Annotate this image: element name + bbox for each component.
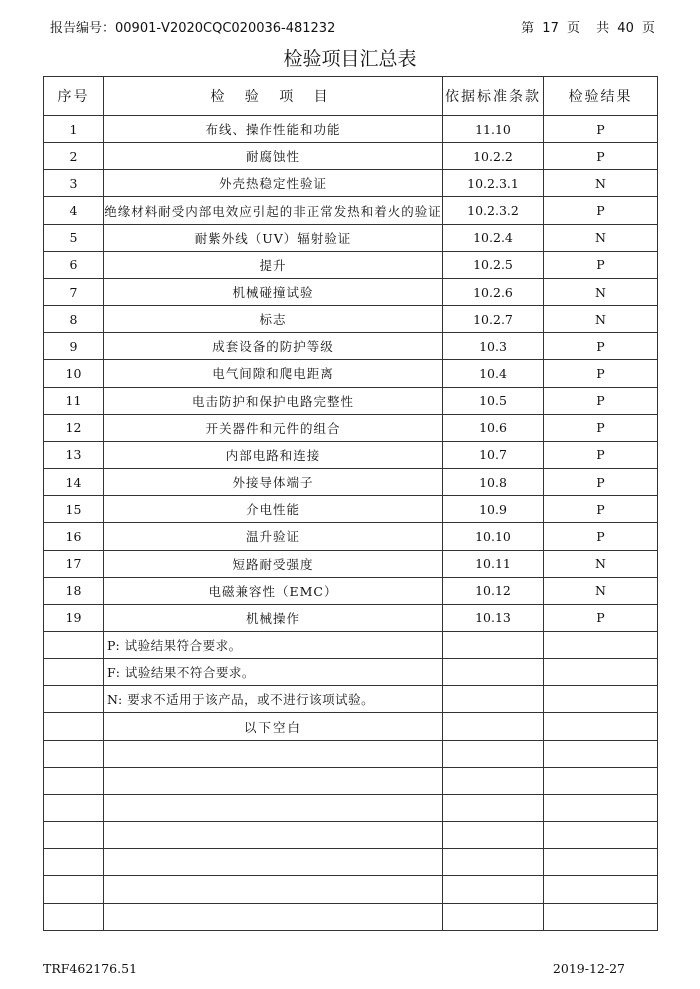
empty-cell: [443, 849, 544, 876]
row-item: 成套设备的防护等级: [104, 333, 443, 360]
row-item: 耐腐蚀性: [104, 143, 443, 170]
table-row: [44, 170, 658, 197]
row-number: 15: [44, 496, 104, 523]
row-clause: 10.9: [443, 496, 544, 523]
row-item: 布线、操作性能和功能: [104, 116, 443, 143]
page-indicator: [517, 17, 655, 36]
empty-cell: [44, 903, 104, 930]
empty-cell: [104, 794, 443, 821]
empty-cell: [443, 794, 544, 821]
empty-cell: [44, 659, 104, 686]
row-number: 11: [44, 387, 104, 414]
empty-row: [44, 903, 658, 930]
row-result: P: [544, 604, 658, 631]
empty-row: [44, 794, 658, 821]
empty-cell: [443, 659, 544, 686]
legend-note: N: 要求不适用于该产品，或不进行该项试验。: [104, 686, 443, 713]
empty-cell: [44, 631, 104, 658]
empty-cell: [443, 876, 544, 903]
empty-cell: [443, 740, 544, 767]
page-label: 页: [566, 21, 580, 36]
row-number: 6: [44, 251, 104, 278]
empty-cell: [104, 767, 443, 794]
row-result: P: [544, 360, 658, 387]
empty-cell: [44, 849, 104, 876]
empty-cell: [104, 876, 443, 903]
empty-cell: [104, 740, 443, 767]
row-clause: 10.2.6: [443, 278, 544, 305]
empty-cell: [544, 740, 658, 767]
row-result: P: [544, 469, 658, 496]
empty-cell: [443, 631, 544, 658]
empty-cell: [544, 686, 658, 713]
row-item: 电磁兼容性（EMC）: [104, 577, 443, 604]
row-clause: 10.6: [443, 414, 544, 441]
row-result: P: [544, 197, 658, 224]
row-result: P: [544, 414, 658, 441]
table-row: [44, 224, 658, 251]
page-prefix: 第: [521, 21, 535, 36]
row-clause: 10.11: [443, 550, 544, 577]
row-number: 16: [44, 523, 104, 550]
row-result: P: [544, 143, 658, 170]
row-number: 13: [44, 441, 104, 468]
empty-cell: [44, 876, 104, 903]
total-pages: 40: [617, 21, 634, 36]
row-clause: 10.4: [443, 360, 544, 387]
table-row: [44, 197, 658, 224]
row-result: P: [544, 116, 658, 143]
row-number: 10: [44, 360, 104, 387]
row-result: N: [544, 577, 658, 604]
row-number: 18: [44, 577, 104, 604]
row-number: 14: [44, 469, 104, 496]
row-item: 标志: [104, 306, 443, 333]
row-number: 9: [44, 333, 104, 360]
empty-cell: [44, 822, 104, 849]
table-row: [44, 523, 658, 550]
page-number: 17: [542, 21, 559, 36]
table-row: [44, 333, 658, 360]
row-item: 温升验证: [104, 523, 443, 550]
blank-marker-row: [44, 713, 658, 740]
row-result: P: [544, 523, 658, 550]
empty-row: [44, 876, 658, 903]
row-number: 5: [44, 224, 104, 251]
row-number: 7: [44, 278, 104, 305]
empty-cell: [44, 713, 104, 740]
row-item: 开关器件和元件的组合: [104, 414, 443, 441]
table-row: [44, 360, 658, 387]
row-item: 耐紫外线（UV）辐射验证: [104, 224, 443, 251]
empty-cell: [544, 903, 658, 930]
row-clause: 10.12: [443, 577, 544, 604]
row-number: 17: [44, 550, 104, 577]
row-result: P: [544, 251, 658, 278]
table-body: [44, 116, 658, 931]
empty-cell: [544, 713, 658, 740]
note-row: [44, 631, 658, 658]
empty-cell: [544, 631, 658, 658]
page-title: 检验项目汇总表: [283, 48, 417, 70]
row-item: 机械操作: [104, 604, 443, 631]
row-clause: 10.2.3.2: [443, 197, 544, 224]
row-item: 短路耐受强度: [104, 550, 443, 577]
row-result: N: [544, 170, 658, 197]
row-item: 电气间隙和爬电距离: [104, 360, 443, 387]
blank-marker: 以下空白: [104, 713, 443, 740]
row-number: 19: [44, 604, 104, 631]
empty-cell: [544, 659, 658, 686]
row-item: 电击防护和保护电路完整性: [104, 387, 443, 414]
empty-row: [44, 740, 658, 767]
table-row: [44, 414, 658, 441]
row-result: P: [544, 333, 658, 360]
empty-cell: [443, 903, 544, 930]
legend-note: P: 试验结果符合要求。: [104, 631, 443, 658]
table-row: [44, 278, 658, 305]
empty-cell: [44, 740, 104, 767]
table-row: [44, 116, 658, 143]
row-result: N: [544, 224, 658, 251]
empty-cell: [443, 686, 544, 713]
row-item: 外壳热稳定性验证: [104, 170, 443, 197]
table-row: [44, 387, 658, 414]
empty-cell: [544, 822, 658, 849]
empty-cell: [544, 849, 658, 876]
legend-note: F: 试验结果不符合要求。: [104, 659, 443, 686]
inspection-summary-table: [43, 76, 658, 931]
row-result: N: [544, 306, 658, 333]
table-header-row: [44, 77, 658, 116]
row-clause: 10.2.2: [443, 143, 544, 170]
row-item: 机械碰撞试验: [104, 278, 443, 305]
empty-cell: [104, 822, 443, 849]
row-number: 4: [44, 197, 104, 224]
table-row: [44, 469, 658, 496]
empty-cell: [544, 794, 658, 821]
note-row: [44, 659, 658, 686]
table-row: [44, 550, 658, 577]
row-clause: 10.2.4: [443, 224, 544, 251]
row-item: 外接导体端子: [104, 469, 443, 496]
footer-date: 2019-12-27: [552, 961, 625, 976]
row-clause: 10.10: [443, 523, 544, 550]
row-number: 3: [44, 170, 104, 197]
empty-cell: [544, 767, 658, 794]
empty-cell: [443, 822, 544, 849]
table-row: [44, 577, 658, 604]
row-item: 介电性能: [104, 496, 443, 523]
note-row: [44, 686, 658, 713]
empty-cell: [104, 903, 443, 930]
col-header-result: 检验结果: [544, 77, 658, 116]
row-clause: 10.8: [443, 469, 544, 496]
table-row: [44, 251, 658, 278]
col-header-item: 检 验 项 目: [104, 77, 443, 116]
report-number: 报告编号：00901-V2020CQC020036-481232: [50, 21, 336, 36]
row-clause: 10.2.5: [443, 251, 544, 278]
row-clause: 10.13: [443, 604, 544, 631]
row-item: 绝缘材料耐受内部电效应引起的非正常发热和着火的验证: [104, 197, 443, 224]
table-row: [44, 441, 658, 468]
empty-cell: [443, 713, 544, 740]
row-result: P: [544, 387, 658, 414]
row-number: 8: [44, 306, 104, 333]
row-clause: 10.3: [443, 333, 544, 360]
form-number: TRF462176.51: [43, 961, 138, 976]
empty-cell: [443, 767, 544, 794]
table-row: [44, 604, 658, 631]
table-row: [44, 306, 658, 333]
row-result: N: [544, 278, 658, 305]
empty-cell: [44, 686, 104, 713]
row-result: P: [544, 496, 658, 523]
empty-cell: [44, 794, 104, 821]
total-label: 页: [641, 21, 655, 36]
row-number: 12: [44, 414, 104, 441]
table-row: [44, 496, 658, 523]
row-number: 1: [44, 116, 104, 143]
col-header-no: 序号: [44, 77, 104, 116]
row-result: N: [544, 550, 658, 577]
empty-row: [44, 849, 658, 876]
total-prefix: 共: [596, 21, 610, 36]
row-clause: 10.7: [443, 441, 544, 468]
empty-row: [44, 767, 658, 794]
row-clause: 10.2.7: [443, 306, 544, 333]
row-number: 2: [44, 143, 104, 170]
row-item: 提升: [104, 251, 443, 278]
row-clause: 10.5: [443, 387, 544, 414]
table-row: [44, 143, 658, 170]
empty-row: [44, 822, 658, 849]
empty-cell: [44, 767, 104, 794]
row-clause: 11.10: [443, 116, 544, 143]
col-header-clause: 依据标准条款: [443, 77, 544, 116]
row-clause: 10.2.3.1: [443, 170, 544, 197]
row-item: 内部电路和连接: [104, 441, 443, 468]
empty-cell: [104, 849, 443, 876]
row-result: P: [544, 441, 658, 468]
empty-cell: [544, 876, 658, 903]
